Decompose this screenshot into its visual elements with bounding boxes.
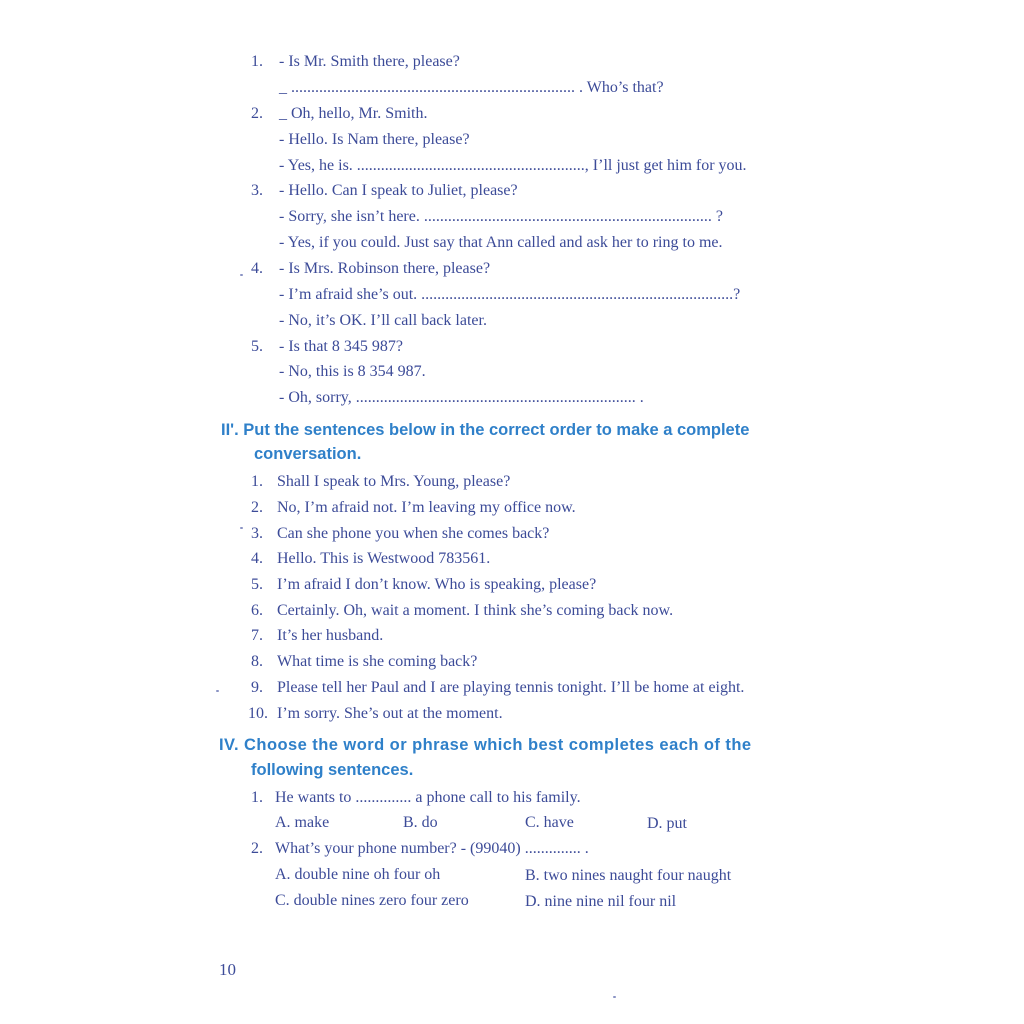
dialogue-line: _ ....................................................................... . Who’s that? bbox=[279, 79, 664, 96]
sentence: Can she phone you when she comes back? bbox=[277, 525, 550, 542]
sentence: Shall I speak to Mrs. Young, please? bbox=[277, 473, 511, 490]
item-number: 5. bbox=[251, 576, 263, 593]
sentence: No, I’m afraid not. I’m leaving my office now. bbox=[277, 499, 576, 516]
dialogue-line: - Is Mrs. Robinson there, please? bbox=[279, 260, 491, 277]
sentence: Certainly. Oh, wait a moment. I think she’s coming back now. bbox=[277, 602, 674, 619]
item-number: 2. bbox=[251, 499, 263, 516]
section-heading: IV. Choose the word or phrase which best completes each of the bbox=[219, 736, 752, 754]
item-number: 1. bbox=[251, 473, 263, 490]
dialogue-line: - Yes, if you could. Just say that Ann called and ask her to ring to me. bbox=[279, 234, 723, 251]
scan-speck bbox=[613, 996, 616, 998]
answer-option-c: C. double nines zero four zero bbox=[275, 892, 469, 909]
dialogue-line: - Hello. Is Nam there, please? bbox=[279, 131, 470, 148]
item-number: 1. bbox=[251, 53, 263, 70]
sentence: I’m afraid I don’t know. Who is speaking, please? bbox=[277, 576, 597, 593]
question-number: 1. bbox=[251, 789, 263, 806]
answer-option-a: A. make bbox=[275, 814, 330, 831]
item-number: 6. bbox=[251, 602, 263, 619]
sentence: It’s her husband. bbox=[277, 627, 384, 644]
sentence: I’m sorry. She’s out at the moment. bbox=[277, 705, 503, 722]
item-number: 3. bbox=[251, 182, 263, 199]
answer-option-b: B. do bbox=[403, 814, 438, 831]
section-heading-continued: conversation. bbox=[254, 445, 362, 463]
item-number: 4. bbox=[251, 260, 263, 277]
question-text: What’s your phone number? - (99040) .............. . bbox=[275, 840, 589, 857]
scan-speck bbox=[216, 690, 219, 692]
answer-option-b: B. two nines naught four naught bbox=[525, 867, 732, 884]
dialogue-line: - Hello. Can I speak to Juliet, please? bbox=[279, 182, 518, 199]
sentence: What time is she coming back? bbox=[277, 653, 478, 670]
question-number: 2. bbox=[251, 840, 263, 857]
section-heading: II'. Put the sentences below in the correct order to make a complete bbox=[221, 421, 750, 439]
answer-option-d: D. nine nine nil four nil bbox=[525, 893, 677, 910]
item-number: 10. bbox=[248, 705, 268, 722]
sentence: Please tell her Paul and I are playing tennis tonight. I’ll be home at eight. bbox=[277, 679, 745, 696]
scan-speck bbox=[240, 274, 243, 276]
item-number: 2. bbox=[251, 105, 263, 122]
item-number: 3. bbox=[251, 525, 263, 542]
dialogue-line: - Sorry, she isn’t here. ........................................................................ ? bbox=[279, 208, 723, 225]
dialogue-line: - Yes, he is. ........................................................., I’ll just get him for you. bbox=[279, 157, 747, 174]
dialogue-line: - No, this is 8 354 987. bbox=[279, 363, 426, 380]
section-heading-continued: following sentences. bbox=[251, 761, 414, 779]
sentence: Hello. This is Westwood 783561. bbox=[277, 550, 491, 567]
dialogue-line: - I’m afraid she’s out. ..............................................................................? bbox=[279, 286, 741, 303]
dialogue-line: - Is that 8 345 987? bbox=[279, 338, 403, 355]
item-number: 4. bbox=[251, 550, 263, 567]
answer-option-c: C. have bbox=[525, 814, 574, 831]
item-number: 8. bbox=[251, 653, 263, 670]
answer-option-d: D. put bbox=[647, 815, 687, 832]
dialogue-line: _ Oh, hello, Mr. Smith. bbox=[279, 105, 428, 122]
dialogue-line: - Is Mr. Smith there, please? bbox=[279, 53, 460, 70]
scan-speck bbox=[240, 527, 243, 529]
item-number: 9. bbox=[251, 679, 263, 696]
item-number: 7. bbox=[251, 627, 263, 644]
answer-option-a: A. double nine oh four oh bbox=[275, 866, 441, 883]
dialogue-line: - No, it’s OK. I’ll call back later. bbox=[279, 312, 487, 329]
item-number: 5. bbox=[251, 338, 263, 355]
dialogue-line: - Oh, sorry, ...................................................................... . bbox=[279, 389, 644, 406]
question-text: He wants to .............. a phone call to his family. bbox=[275, 789, 581, 806]
page-number: 10 bbox=[219, 960, 236, 979]
